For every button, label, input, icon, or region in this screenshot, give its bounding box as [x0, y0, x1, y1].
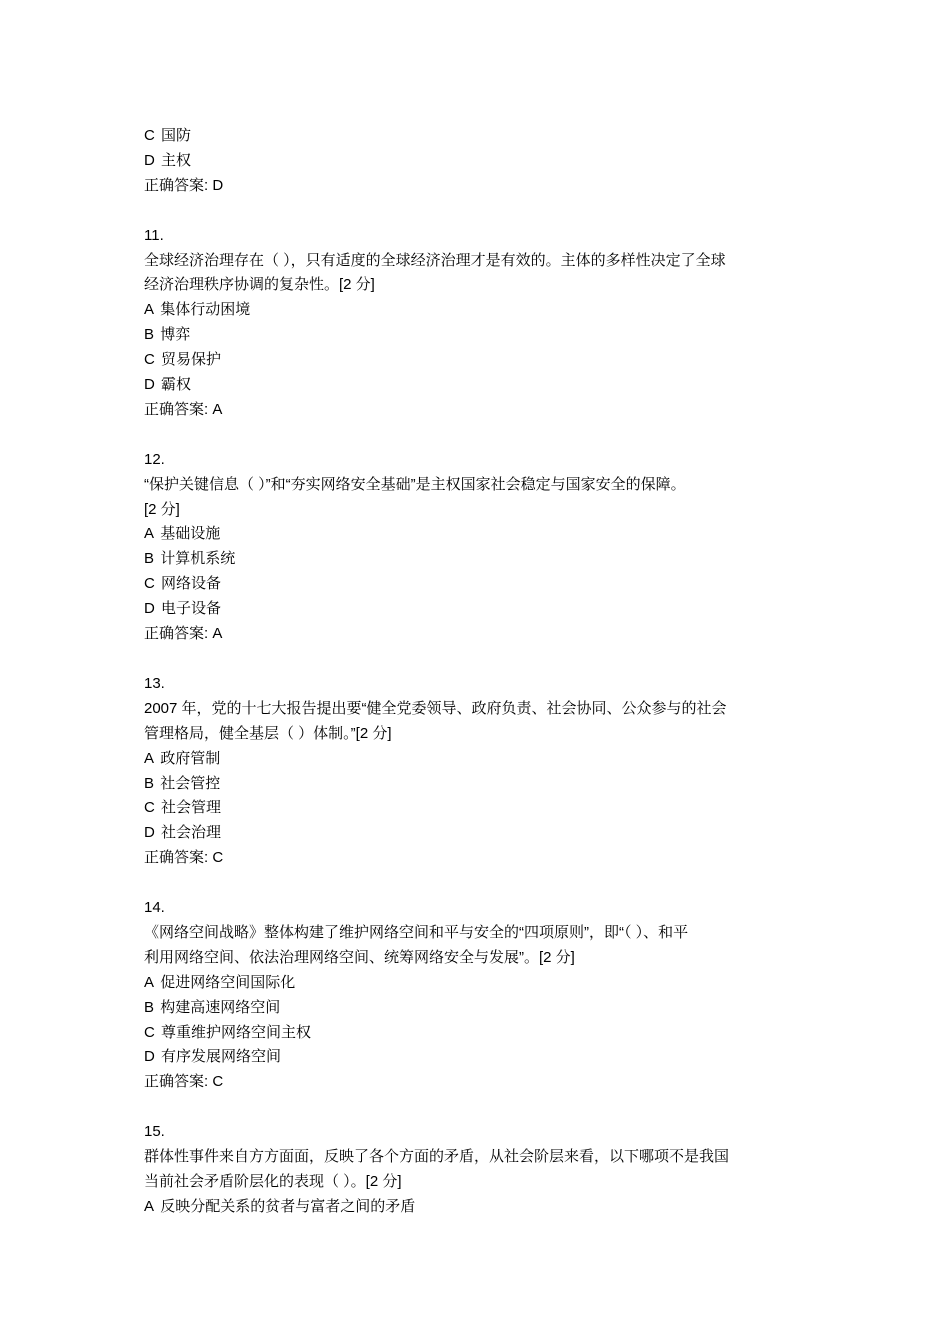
question-10-fragment: [144, 124, 808, 199]
option-d: D 社会治理: [144, 824, 222, 842]
question-stem-line-2: 管理格局，健全基层（ ）体制。”[2 分]: [144, 724, 392, 742]
question-stem-line-1: “保护关键信息（ ）”和“夯实网络安全基础”是主权国家社会稳定与国家安全的保障。: [144, 475, 686, 493]
option-b: B 构建高速网络空间: [144, 998, 281, 1016]
option-a: A 促进网络空间国际化: [144, 973, 296, 991]
question-number: 11.: [144, 226, 164, 244]
option-a: A 反映分配关系的贫者与富者之间的矛盾: [144, 1197, 416, 1215]
correct-answer: 正确答案: D: [144, 176, 224, 194]
option-a: A 基础设施: [144, 525, 221, 543]
correct-answer: 正确答案: C: [144, 1073, 224, 1091]
document-page: [144, 124, 808, 1220]
question-number: 14.: [144, 899, 165, 917]
option-a: A 集体行动困境: [144, 301, 251, 319]
question-number: 15.: [144, 1123, 165, 1141]
question-stem-line-2: 当前社会矛盾阶层化的表现（ ）。[2 分]: [144, 1172, 402, 1190]
correct-answer: 正确答案: A: [144, 625, 223, 643]
question-15: [144, 1120, 808, 1220]
correct-answer: 正确答案: A: [144, 400, 223, 418]
option-c: C 网络设备: [144, 575, 222, 593]
question-12: [144, 448, 808, 647]
question-stem-line-1: 群体性事件来自方方面面，反映了各个方面的矛盾，从社会阶层来看，以下哪项不是我国: [144, 1148, 730, 1166]
option-a: A 政府管制: [144, 749, 221, 767]
question-stem-line-1: 全球经济治理存在（ ），只有适度的全球经济治理才是有效的。主体的多样性决定了全球: [144, 251, 726, 269]
correct-answer: 正确答案: C: [144, 849, 224, 867]
option-c: C 尊重维护网络空间主权: [144, 1023, 312, 1041]
option-d: D 主权: [144, 151, 192, 169]
option-b: B 博弈: [144, 326, 191, 344]
option-d: D 霸权: [144, 376, 192, 394]
question-stem-line-2: 经济治理秩序协调的复杂性。[2 分]: [144, 276, 375, 294]
question-stem-line-1: 《网络空间战略》整体构建了维护网络空间和平与安全的“四项原则”，即“（ ）、和平: [144, 923, 689, 941]
option-c: C 社会管理: [144, 799, 222, 817]
option-c: C 贸易保护: [144, 351, 222, 369]
question-14: [144, 896, 808, 1095]
question-number: 12.: [144, 450, 165, 468]
question-13: [144, 672, 808, 871]
option-d: D 电子设备: [144, 600, 222, 618]
option-c: C 国防: [144, 127, 192, 144]
question-stem-line-2: 利用网络空间、依法治理网络空间、统筹网络安全与发展”。[2 分]: [144, 948, 575, 966]
option-b: B 社会管控: [144, 774, 221, 792]
question-stem-line-1: 2007 年，党的十七大报告提出要“健全党委领导、政府负责、社会协同、公众参与的社会: [144, 699, 727, 717]
question-stem-line-2: [2 分]: [144, 500, 180, 518]
question-number: 13.: [144, 674, 165, 692]
question-11: [144, 224, 808, 423]
option-d: D 有序发展网络空间: [144, 1048, 282, 1066]
option-b: B 计算机系统: [144, 550, 236, 568]
